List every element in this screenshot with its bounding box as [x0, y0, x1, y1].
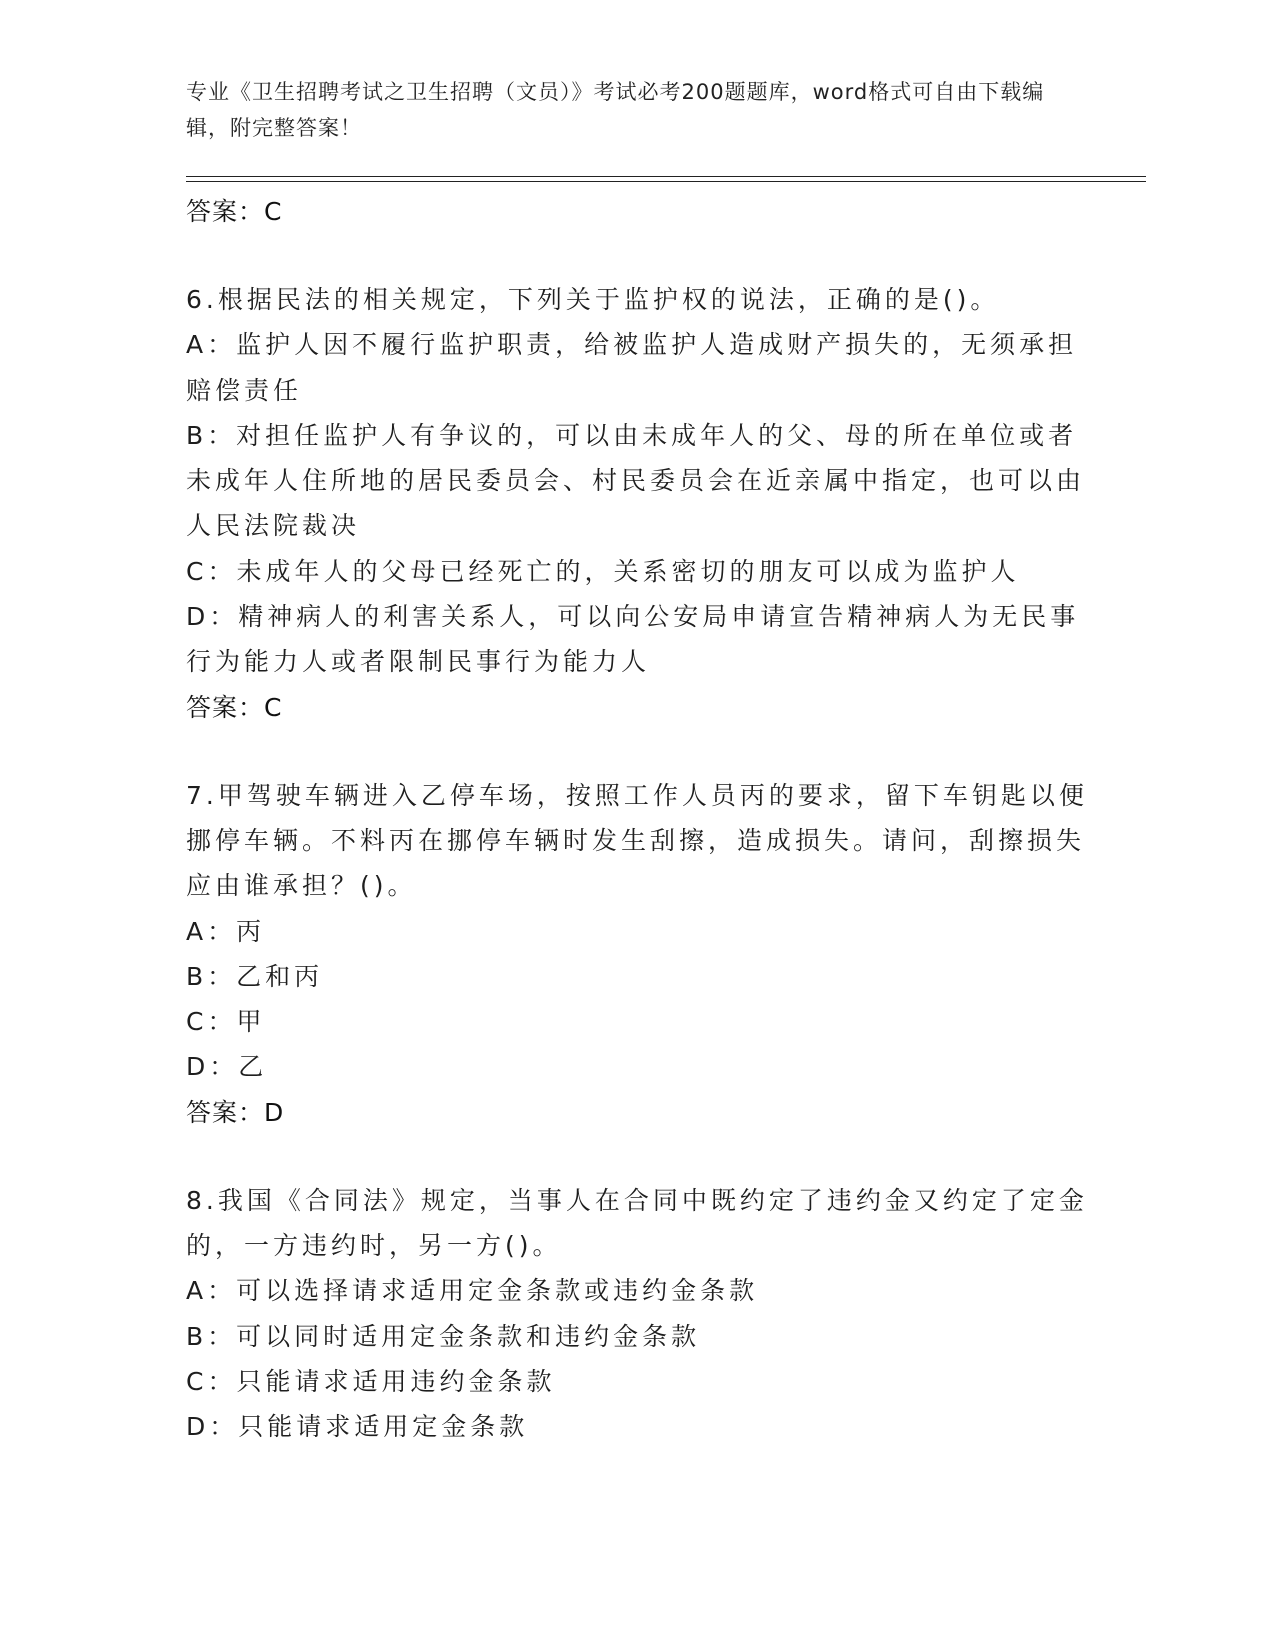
answer-label: 答案：C — [186, 197, 283, 226]
option-d: D：只能请求适用定金条款 — [186, 1412, 529, 1442]
option-d: D：乙 — [186, 1052, 268, 1082]
document-header: 专业《卫生招聘考试之卫生招聘（文员）》考试必考200题题库，word格式可自由下载编辑，附完整答案！ — [186, 80, 1045, 140]
option-b: B：可以同时适用定金条款和违约金条款 — [186, 1321, 701, 1351]
question-stem: 6.根据民法的相关规定，下列关于监护权的说法，正确的是()。 — [186, 285, 1000, 314]
option-a: A：丙 — [186, 916, 266, 946]
question-block — [186, 1178, 1096, 1450]
question-block — [186, 773, 1096, 1136]
question-block — [186, 277, 1096, 731]
option-c: C：只能请求适用违约金条款 — [186, 1366, 556, 1396]
option-c: C：未成年人的父母已经死亡的，关系密切的朋友可以成为监护人 — [186, 556, 1020, 586]
answer-label: 答案：C — [186, 692, 283, 722]
answer-label: 答案：D — [186, 1097, 285, 1127]
header-rule-bottom — [186, 181, 1146, 182]
document-body — [186, 189, 1096, 1450]
option-a: A：可以选择请求适用定金条款或违约金条款 — [186, 1276, 759, 1306]
option-d: D：精神病人的利害关系人，可以向公安局申请宣告精神病人为无民事行为能力人或者限制民事行为能力人 — [186, 602, 1080, 677]
question-stem: 7.甲驾驶车辆进入乙停车场，按照工作人员丙的要求，留下车钥匙以便挪停车辆。不料丙在挪停车辆时发生刮擦，造成损失。请问，刮擦损失应由谁承担？()。 — [186, 780, 1088, 901]
option-c: C：甲 — [186, 1007, 266, 1037]
option-b: B：对担任监护人有争议的，可以由未成年人的父、母的所在单位或者未成年人住所地的居民委员会、村民委员会在近亲属中指定，也可以由人民法院裁决 — [186, 420, 1086, 541]
question-stem: 8.我国《合同法》规定，当事人在合同中既约定了违约金又约定了定金的，一方违约时，另一方()。 — [186, 1185, 1088, 1261]
header-rule-top — [186, 176, 1146, 177]
option-a: A：监护人因不履行监护职责，给被监护人造成财产损失的，无须承担赔偿责任 — [186, 330, 1078, 405]
option-b: B：乙和丙 — [186, 961, 324, 991]
